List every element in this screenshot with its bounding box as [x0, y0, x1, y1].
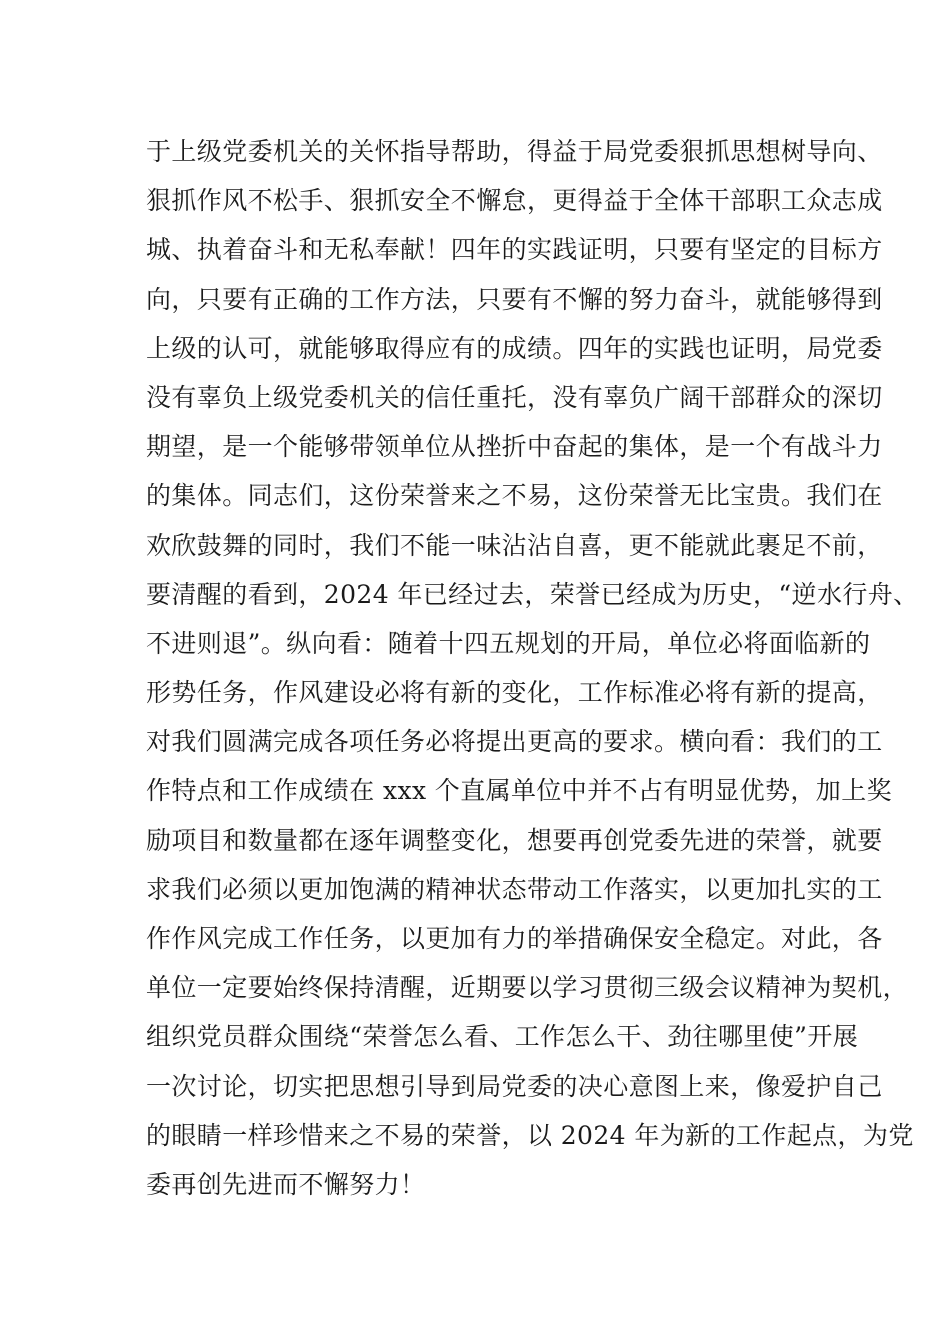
text-line: 组织党员群众围绕“荣誉怎么看、工作怎么干、劲往哪里使”开展 — [146, 1022, 859, 1052]
text-line: 于上级党委机关的关怀指导帮助，得益于局党委狠抓思想树导向、 — [146, 137, 883, 166]
text-line: 励项目和数量都在逐年调整变化，想要再创党委先进的荣誉，就要 — [146, 825, 883, 855]
text-line: 要清醒的看到，2024 年已经过去，荣誉已经成为历史，“逆水行舟、 — [146, 579, 919, 609]
text-line: 形势任务，作风建设必将有新的变化，工作标准必将有新的提高， — [146, 678, 883, 708]
text-line: 没有辜负上级党委机关的信任重托，没有辜负广阔干部群众的深切 — [146, 382, 883, 412]
text-line: 委再创先进而不懈努力！ — [146, 1169, 426, 1199]
text-line: 上级的认可，就能够取得应有的成绩。四年的实践也证明，局党委 — [146, 333, 883, 363]
text-line: 向，只要有正确的工作方法，只要有不懈的努力奋斗，就能够得到 — [146, 284, 883, 314]
text-line: 作特点和工作成绩在 xxx 个直属单位中并不占有明显优势，加上奖 — [146, 776, 892, 806]
text-line: 欢欣鼓舞的同时，我们不能一味沾沾自喜，更不能就此裹足不前， — [146, 530, 883, 560]
text-line: 的眼睛一样珍惜来之不易的荣誉，以 2024 年为新的工作起点，为党 — [146, 1120, 914, 1150]
text-line: 对我们圆满完成各项任务必将提出更高的要求。横向看：我们的工 — [146, 727, 883, 757]
text-line: 的集体。同志们，这份荣誉来之不易，这份荣誉无比宝贵。我们在 — [146, 481, 883, 511]
text-line: 狠抓作风不松手、狠抓安全不懈怠，更得益于全体干部职工众志成 — [146, 186, 883, 216]
text-line: 求我们必须以更加饱满的精神状态带动工作落实，以更加扎实的工 — [146, 874, 883, 904]
text-line: 期望，是一个能够带领单位从挫折中奋起的集体，是一个有战斗力 — [146, 432, 883, 462]
body-paragraph — [146, 127, 919, 1209]
text-line: 一次讨论，切实把思想引导到局党委的决心意图上来，像爱护自己 — [146, 1071, 883, 1101]
text-line: 单位一定要始终保持清醒，近期要以学习贯彻三级会议精神为契机， — [146, 973, 909, 1003]
text-line: 作作风完成工作任务，以更加有力的举措确保安全稳定。对此，各 — [146, 924, 883, 953]
text-line: 不进则退”。纵向看：随着十四五规划的开局，单位必将面临新的 — [146, 628, 871, 658]
text-line: 城、执着奋斗和无私奉献！四年的实践证明，只要有坚定的目标方 — [146, 235, 883, 265]
